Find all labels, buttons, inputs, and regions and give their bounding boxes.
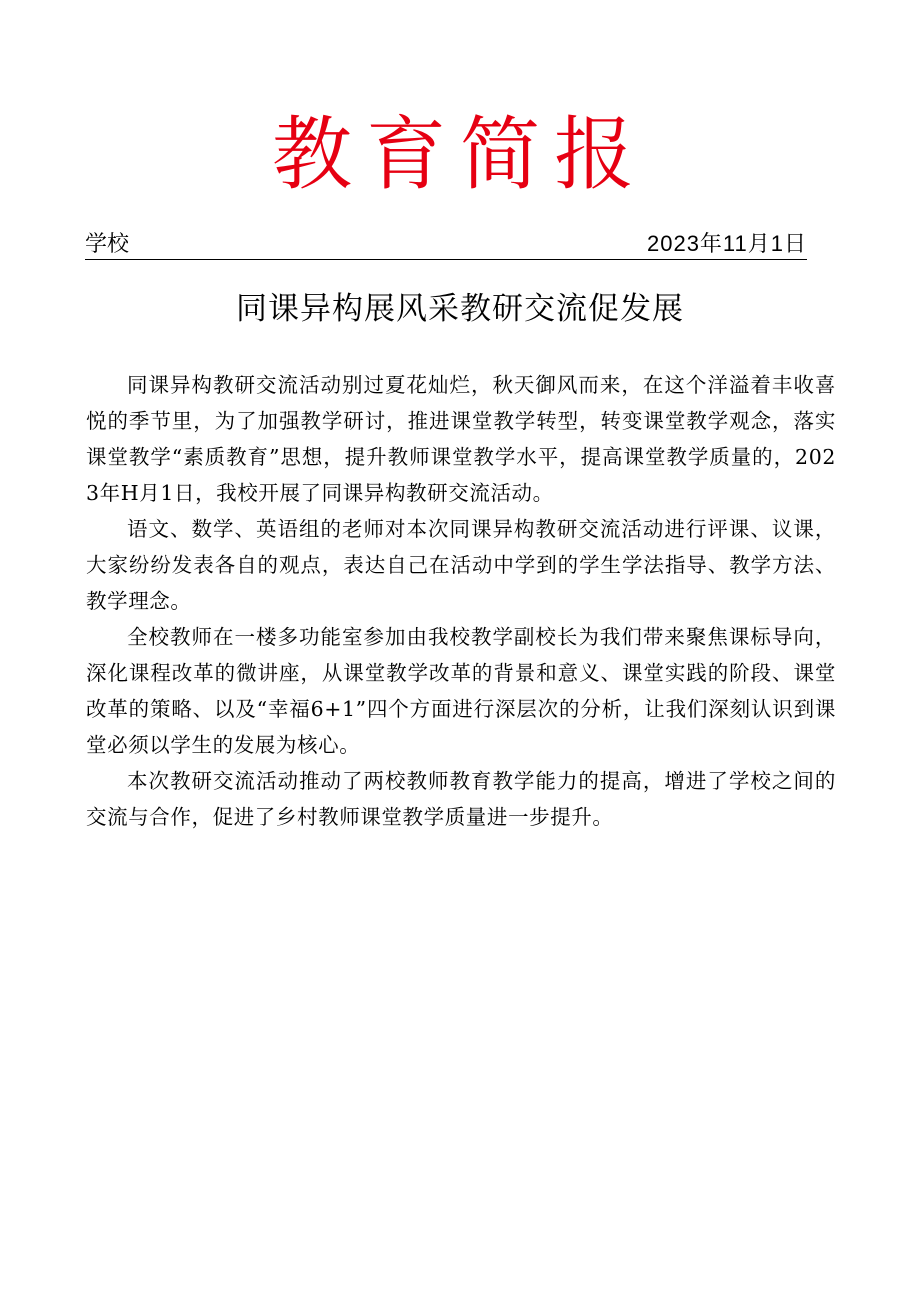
article-body	[86, 367, 836, 835]
paragraph-3: 全校教师在一楼多功能室参加由我校教学副校长为我们带来聚焦课标导向，深化课程改革的微讲座，从课堂教学改革的背景和意义、课堂实践的阶段、课堂改革的策略、以及“幸福6+1”四个方面进行深层次的分析，让我们深刻认识到课堂必须以学生的发展为核心。	[86, 625, 836, 757]
issue-date: 2023年11月1日	[646, 231, 807, 256]
paragraph-2: 语文、数学、英语组的老师对本次同课异构教研交流活动进行评课、议课，大家纷纷发表各自的观点，表达自己在活动中学到的学生学法指导、教学方法、教学理念。	[86, 517, 836, 613]
newsletter-masthead: 教育简报	[272, 108, 648, 201]
paragraph-1: 同课异构教研交流活动别过夏花灿烂，秋天御风而来，在这个洋溢着丰收喜悦的季节里，为了加强教学研讨，推进课堂教学转型，转变课堂教学观念，落实课堂教学“素质教育”思想，提升教师课堂教学水平，提高课堂教学质量的，2023年H月1日，我校开展了同课异构教研交流活动。	[86, 373, 836, 505]
article-title: 同课异构展风采教研交流促发展	[236, 291, 684, 327]
school-label: 学校	[85, 231, 130, 256]
meta-line	[85, 229, 807, 260]
paragraph-4: 本次教研交流活动推动了两校教师教育教学能力的提高，增进了学校之间的交流与合作，促进了乡村教师课堂教学质量进一步提升。	[86, 769, 836, 829]
